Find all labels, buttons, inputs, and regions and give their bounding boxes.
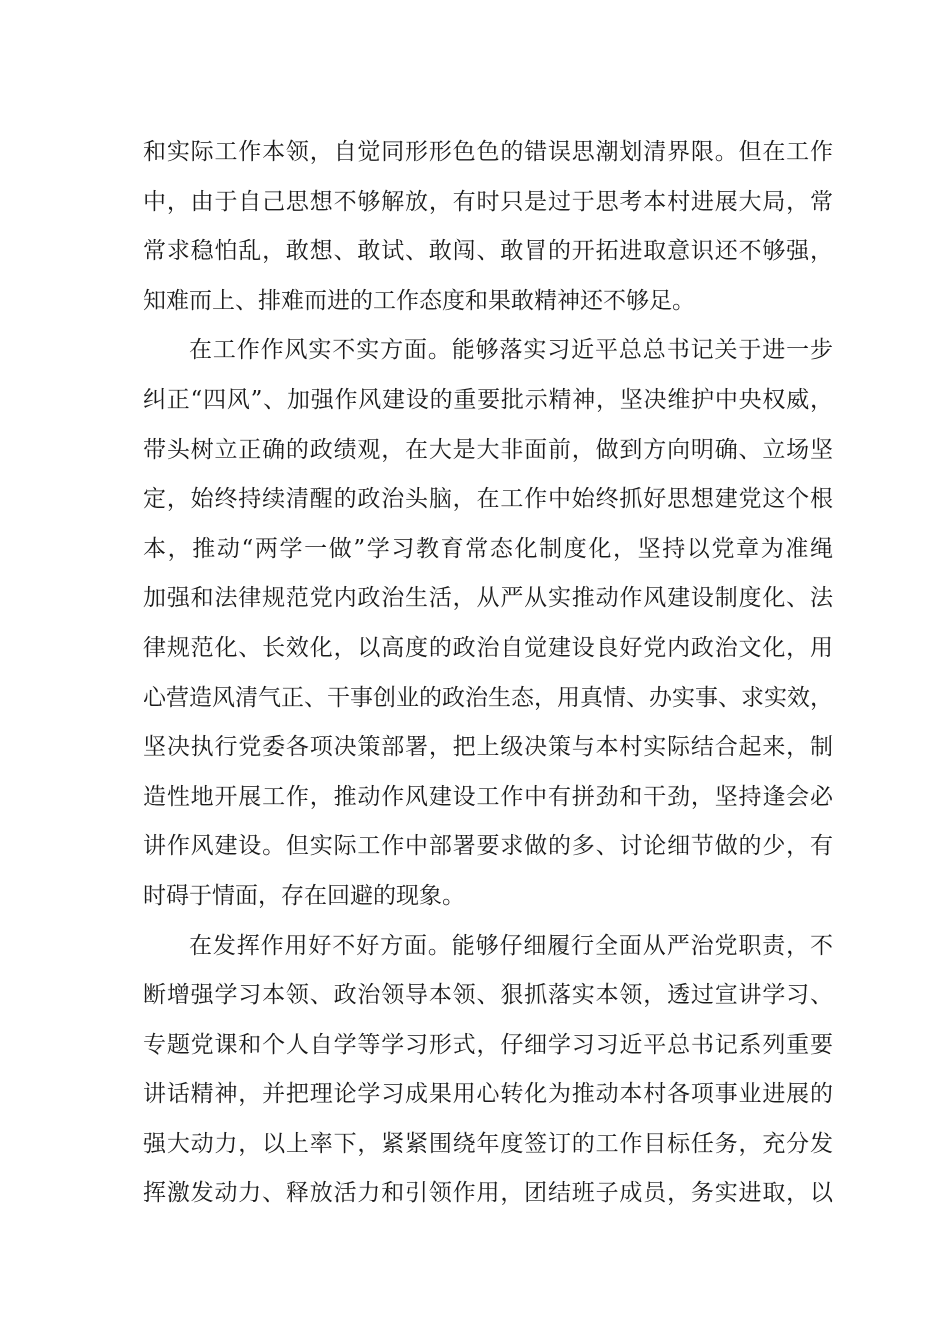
text-line: 加强和法律规范党内政治生活，从严从实推动作风建设制度化、法 (143, 585, 833, 612)
document-body (143, 128, 833, 1219)
text-line: 本，推动“两学一做”学习教育常态化制度化，坚持以党章为准绳 (143, 535, 833, 562)
text-line: 断增强学习本领、政治领导本领、狠抓落实本领，透过宣讲学习、 (143, 982, 833, 1009)
text-line: 定，始终持续清醒的政治头脑，在工作中始终抓好思想建党这个根 (143, 486, 833, 513)
text-line: 挥激发动力、释放活力和引领作用，团结班子成员，务实进取，以 (143, 1180, 833, 1207)
text-line: 心营造风清气正、干事创业的政治生态，用真情、办实事、求实效， (143, 684, 833, 711)
text-line: 强大动力，以上率下，紧紧围绕年度签订的工作目标任务，充分发 (143, 1130, 833, 1157)
text-line: 带头树立正确的政绩观，在大是大非面前，做到方向明确、立场坚 (143, 436, 833, 463)
text-line: 讲话精神，并把理论学习成果用心转化为推动本村各项事业进展的 (143, 1081, 833, 1108)
text-line: 坚决执行党委各项决策部署，把上级决策与本村实际结合起来，制 (143, 734, 833, 761)
paragraph-first-line: 在发挥作用好不好方面。能够仔细履行全面从严治党职责，不 (189, 932, 833, 959)
text-line: 知难而上、排难而进的工作态度和果敢精神还不够足。 (143, 287, 695, 314)
text-line: 常求稳怕乱，敢想、敢试、敢闯、敢冒的开拓进取意识还不够强， (143, 238, 833, 265)
text-line: 造性地开展工作，推动作风建设工作中有拼劲和干劲，坚持逢会必 (143, 783, 833, 810)
text-line: 纠正“四风”、加强作风建设的重要批示精神，坚决维护中央权威， (143, 386, 833, 413)
text-line: 和实际工作本领，自觉同形形色色的错误思潮划清界限。但在工作 (143, 139, 833, 165)
text-line: 讲作风建设。但实际工作中部署要求做的多、讨论细节做的少，有 (143, 833, 833, 860)
text-line: 律规范化、长效化，以高度的政治自觉建设良好党内政治文化，用 (143, 634, 833, 661)
text-line: 专题党课和个人自学等学习形式，仔细学习习近平总书记系列重要 (143, 1031, 833, 1058)
text-line: 时碍于情面，存在回避的现象。 (143, 882, 465, 909)
paragraph-first-line: 在工作作风实不实方面。能够落实习近平总总书记关于进一步 (189, 337, 833, 364)
text-line: 中，由于自己思想不够解放，有时只是过于思考本村进展大局，常 (143, 188, 833, 215)
